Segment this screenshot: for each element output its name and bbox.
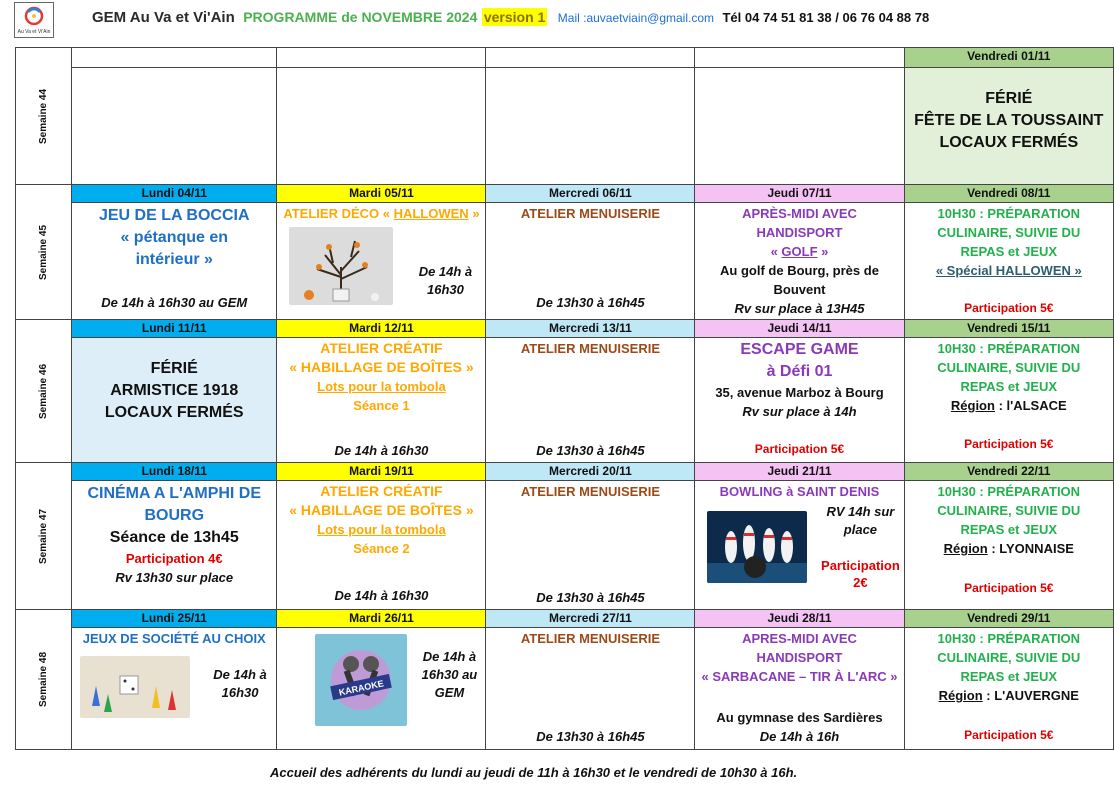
day-header-mercredi: Mercredi 20/11 <box>486 463 695 481</box>
event-menuiserie: ATELIER MENUISERIE De 13h30 à 16h45 <box>486 481 695 610</box>
day-header-lundi: Lundi 25/11 <box>72 610 277 628</box>
event-cinema: CINÉMA A L'AMPHI DE BOURG Séance de 13h45 Participation 4€ Rv 13h30 sur place <box>72 481 277 610</box>
event-jeux-societe: JEUX DE SOCIÉTÉ AU CHOIX De 14h à 16h30 <box>72 628 277 750</box>
day-header-mercredi: Mercredi 13/11 <box>486 320 695 338</box>
event-menuiserie: ATELIER MENUISERIE De 13h30 à 16h45 <box>486 203 695 320</box>
version-badge: version 1 <box>483 9 546 25</box>
logo-text: Au Va et Vi'Ain <box>17 29 51 35</box>
day-header-lundi: Lundi 04/11 <box>72 185 277 203</box>
karaoke-image <box>315 634 407 726</box>
page-header <box>0 0 1114 40</box>
event-menuiserie: ATELIER MENUISERIE De 13h30 à 16h45 <box>486 628 695 750</box>
event-preparation-culinaire: 10H30 : PRÉPARATION CULINAIRE, SUIVIE DU REPAS et JEUX Région : L'AUVERGNE Participation 5€ <box>904 628 1113 750</box>
header-title-line <box>92 9 929 27</box>
event-ferie-armistice: FÉRIÉ ARMISTICE 1918 LOCAUX FERMÉS <box>72 338 277 463</box>
empty-day-header <box>486 48 695 68</box>
event-bowling: BOWLING à SAINT DENIS RV 14h sur place Participation 2€ <box>695 481 904 610</box>
empty-cell <box>277 68 486 185</box>
day-header-lundi: Lundi 11/11 <box>72 320 277 338</box>
day-header-mardi: Mardi 05/11 <box>277 185 486 203</box>
event-preparation-culinaire: 10H30 : PRÉPARATION CULINAIRE, SUIVIE DU REPAS et JEUX Région : LYONNAISE Participation 5€ <box>904 481 1113 610</box>
bowling-image <box>707 511 807 583</box>
event-karaoke: KARAOKE De 14h à 16h30 au GEM <box>277 628 486 750</box>
empty-day-header <box>695 48 904 68</box>
empty-day-header <box>72 48 277 68</box>
day-header-vendredi: Vendredi 22/11 <box>904 463 1113 481</box>
event-handisport-golf: APRÈS-MIDI AVEC HANDISPORT « GOLF » Au golf de Bourg, près de Bouvent Rv sur place à 13H45 <box>695 203 904 320</box>
karaoke-label: KARAOKE <box>338 678 385 698</box>
day-header-vendredi: Vendredi 01/11 <box>904 48 1113 68</box>
week-label: Semaine 48 <box>16 610 72 750</box>
day-header-jeudi: Jeudi 21/11 <box>695 463 904 481</box>
footer-opening-hours: Accueil des adhérents du lundi au jeudi de 11h à 16h30 et le vendredi de 10h30 à 16h. <box>270 765 798 780</box>
day-header-mardi: Mardi 26/11 <box>277 610 486 628</box>
day-header-mercredi: Mercredi 06/11 <box>486 185 695 203</box>
event-preparation-culinaire: 10H30 : PRÉPARATION CULINAIRE, SUIVIE DU REPAS et JEUX Région : l'ALSACE Participation 5€ <box>904 338 1113 463</box>
phone-numbers: Tél 04 74 51 81 38 / 06 76 04 88 78 <box>722 10 930 25</box>
day-header-mercredi: Mercredi 27/11 <box>486 610 695 628</box>
day-header-vendredi: Vendredi 08/11 <box>904 185 1113 203</box>
empty-cell <box>72 68 277 185</box>
empty-cell <box>695 68 904 185</box>
schedule-table <box>15 47 1114 750</box>
week-label: Semaine 45 <box>16 185 72 320</box>
day-header-vendredi: Vendredi 15/11 <box>904 320 1113 338</box>
day-header-mardi: Mardi 19/11 <box>277 463 486 481</box>
day-header-lundi: Lundi 18/11 <box>72 463 277 481</box>
programme-title: PROGRAMME de NOVEMBRE 2024 <box>243 9 478 25</box>
event-handisport-sarbacane: APRES-MIDI AVEC HANDISPORT « SARBACANE – TIR À L'ARC » Au gymnase des Sardières De 14h à 16h <box>695 628 904 750</box>
mail-link[interactable]: Mail :auvaetviain@gmail.com <box>557 11 715 25</box>
board-game-image <box>80 656 190 718</box>
empty-day-header <box>277 48 486 68</box>
day-header-jeudi: Jeudi 14/11 <box>695 320 904 338</box>
day-header-jeudi: Jeudi 28/11 <box>695 610 904 628</box>
event-boccia: JEU DE LA BOCCIA « pétanque en intérieur » De 14h à 16h30 au GEM <box>72 203 277 320</box>
halloween-tree-image <box>289 227 393 305</box>
day-header-jeudi: Jeudi 07/11 <box>695 185 904 203</box>
week-label: Semaine 46 <box>16 320 72 463</box>
org-name: GEM Au Va et Vi'Ain <box>92 9 235 26</box>
event-ferie-toussaint: FÉRIÉ FÊTE DE LA TOUSSAINT LOCAUX FERMÉS <box>904 68 1113 185</box>
week-label: Semaine 44 <box>16 48 72 185</box>
event-escape-game: ESCAPE GAME à Défi 01 35, avenue Marboz à Bourg Rv sur place à 14h Participation 5€ <box>695 338 904 463</box>
day-header-vendredi: Vendredi 29/11 <box>904 610 1113 628</box>
event-atelier-deco: ATELIER DÉCO « HALLOWEN » De 14h à 16h30 <box>277 203 486 320</box>
event-atelier-creatif: ATELIER CRÉATIF « HABILLAGE DE BOÎTES » Lots pour la tombola Séance 1 De 14h à 16h30 <box>277 338 486 463</box>
week-label: Semaine 47 <box>16 463 72 610</box>
day-header-mardi: Mardi 12/11 <box>277 320 486 338</box>
event-menuiserie: ATELIER MENUISERIE De 13h30 à 16h45 <box>486 338 695 463</box>
event-preparation-culinaire: 10H30 : PRÉPARATION CULINAIRE, SUIVIE DU REPAS et JEUX « Spécial HALLOWEN » Participation 5€ <box>904 203 1113 320</box>
gem-logo <box>14 2 54 38</box>
event-atelier-creatif: ATELIER CRÉATIF « HABILLAGE DE BOÎTES » Lots pour la tombola Séance 2 De 14h à 16h30 <box>277 481 486 610</box>
empty-cell <box>486 68 695 185</box>
